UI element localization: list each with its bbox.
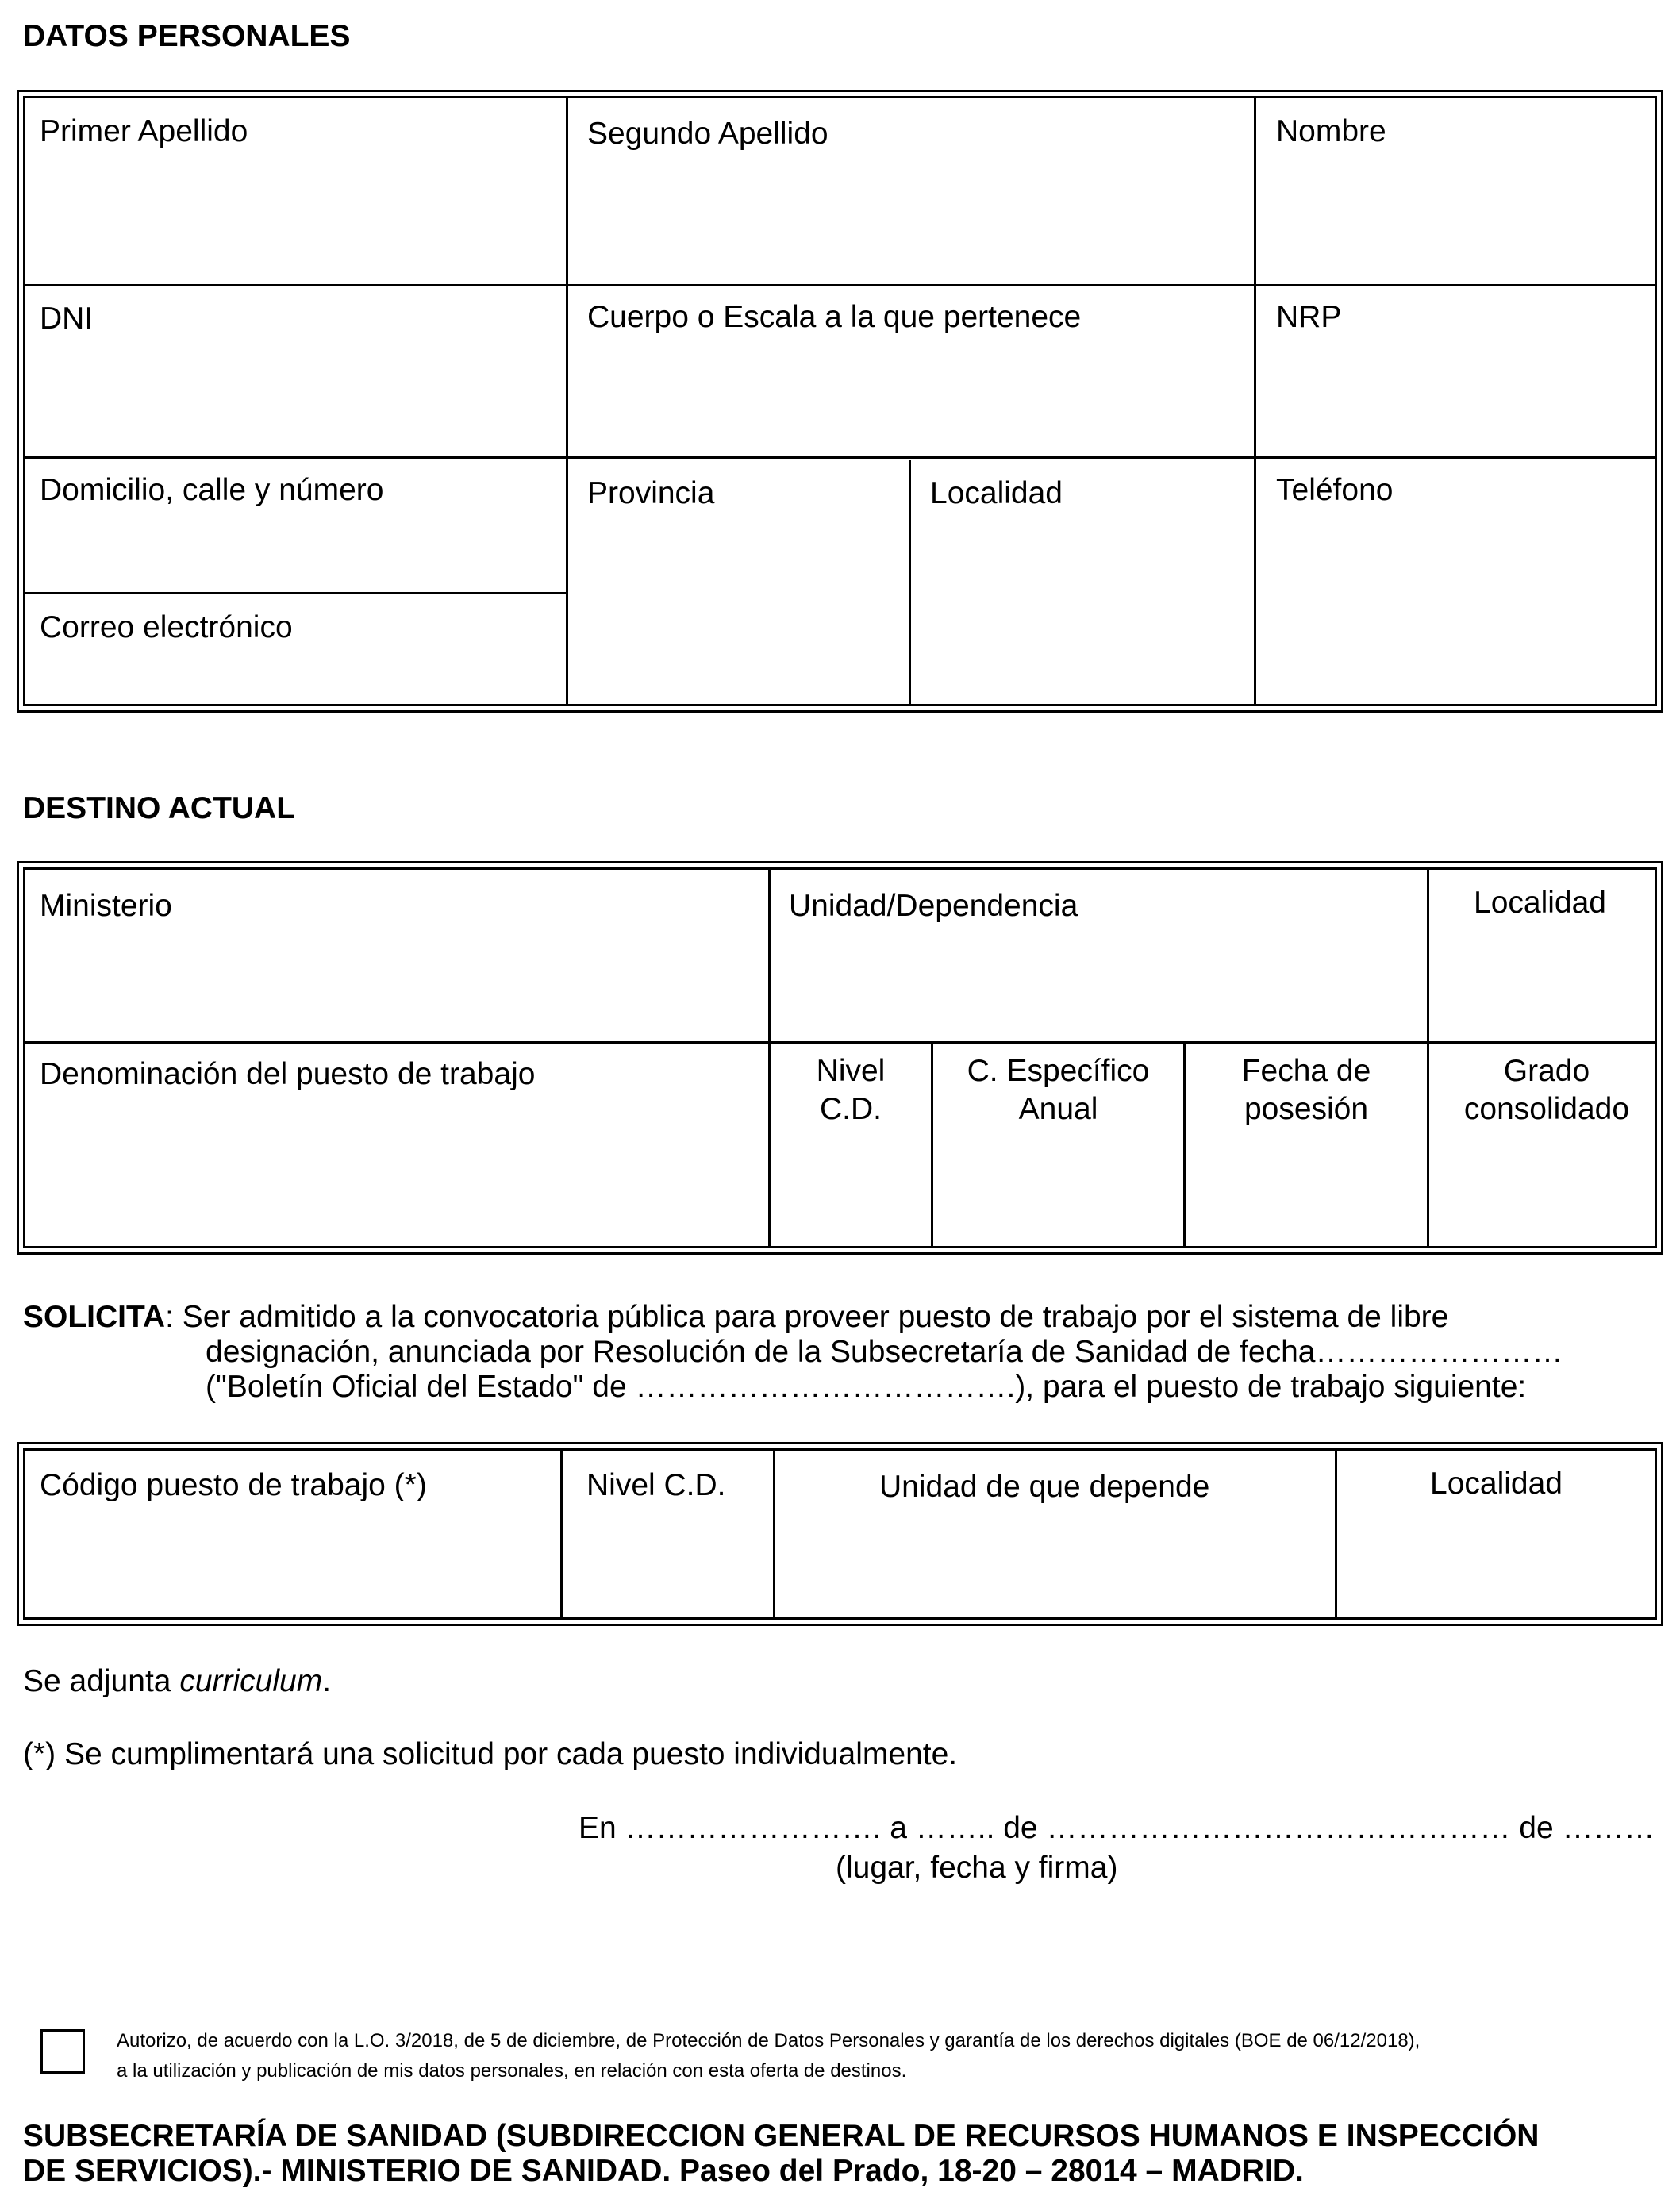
label-localidad-destino: Localidad: [1474, 886, 1606, 920]
label-nivel-cd-solicitado: Nivel C.D.: [586, 1468, 726, 1502]
firma-line: En ……………………. a …….. de ……………………………………… de ………: [579, 1811, 1655, 1845]
label-domicilio: Domicilio, calle y número: [40, 473, 384, 507]
autorizacion-checkbox[interactable]: [40, 2029, 85, 2074]
label-ministerio: Ministerio: [40, 889, 172, 923]
solicita-label: SOLICITA: [23, 1300, 166, 1334]
label-provincia: Provincia: [587, 476, 715, 510]
destino-actual-heading: DESTINO ACTUAL: [23, 791, 296, 825]
label-cuerpo-escala: Cuerpo o Escala a la que pertenece: [587, 300, 1082, 334]
label-unidad-dependencia: Unidad/Dependencia: [789, 889, 1078, 923]
nota-solicitud: (*) Se cumplimentará una solicitud por cada puesto individualmente.: [23, 1737, 958, 1771]
label-nombre: Nombre: [1276, 114, 1386, 148]
datos-personales-heading: DATOS PERSONALES: [23, 19, 351, 53]
adjunta-curriculum: Se adjunta curriculum.: [23, 1664, 332, 1698]
puesto-solicitado-table: [17, 1442, 1663, 1626]
label-fecha-posesion: Fecha de posesión: [1241, 1054, 1371, 1126]
label-codigo-puesto: Código puesto de trabajo (*): [40, 1468, 427, 1502]
label-segundo-apellido: Segundo Apellido: [587, 117, 828, 151]
firma-caption: (lugar, fecha y firma): [836, 1851, 1118, 1885]
solicita-line-3: ("Boletín Oficial del Estado" de ……………………………….), para el puesto de trabajo siguiente:: [206, 1370, 1527, 1404]
label-nivel-cd: Nivel C.D.: [816, 1054, 886, 1126]
autorizacion-line-1: Autorizo, de acuerdo con la L.O. 3/2018, de 5 de diciembre, de Protección de Datos Personales y garantía de los derechos digitales (BOE de 06/12/2018),: [117, 2030, 1421, 2051]
label-correo-electronico: Correo electrónico: [40, 610, 293, 644]
label-nrp: NRP: [1276, 300, 1342, 334]
label-localidad-solicitado: Localidad: [1430, 1467, 1563, 1501]
label-dni: DNI: [40, 302, 94, 336]
label-denominacion-puesto: Denominación del puesto de trabajo: [40, 1057, 536, 1091]
label-primer-apellido: Primer Apellido: [40, 114, 248, 148]
label-localidad: Localidad: [930, 476, 1063, 510]
destino-actual-table: [17, 861, 1663, 1255]
solicita-line-2: designación, anunciada por Resolución de la Subsecretaría de Sanidad de fecha……………………: [206, 1335, 1563, 1369]
footer-line-1: SUBSECRETARÍA DE SANIDAD (SUBDIRECCION GENERAL DE RECURSOS HUMANOS E INSPECCIÓN: [23, 2119, 1540, 2153]
solicita-line-1: SOLICITA: Ser admitido a la convocatoria pública para proveer puesto de trabajo por el sistema de libre: [23, 1300, 1449, 1334]
footer-line-2: DE SERVICIOS).- MINISTERIO DE SANIDAD. Paseo del Prado, 18-20 – 28014 – MADRID.: [23, 2154, 1304, 2188]
autorizacion-line-2: a la utilización y publicación de mis datos personales, en relación con esta oferta de destinos.: [117, 2060, 907, 2082]
label-telefono: Teléfono: [1276, 473, 1394, 507]
label-unidad-depende: Unidad de que depende: [879, 1470, 1210, 1504]
label-complemento-especifico: C. Específico Anual: [967, 1054, 1150, 1126]
datos-personales-table: [17, 90, 1663, 713]
label-grado-consolidado: Grado consolidado: [1463, 1054, 1630, 1126]
